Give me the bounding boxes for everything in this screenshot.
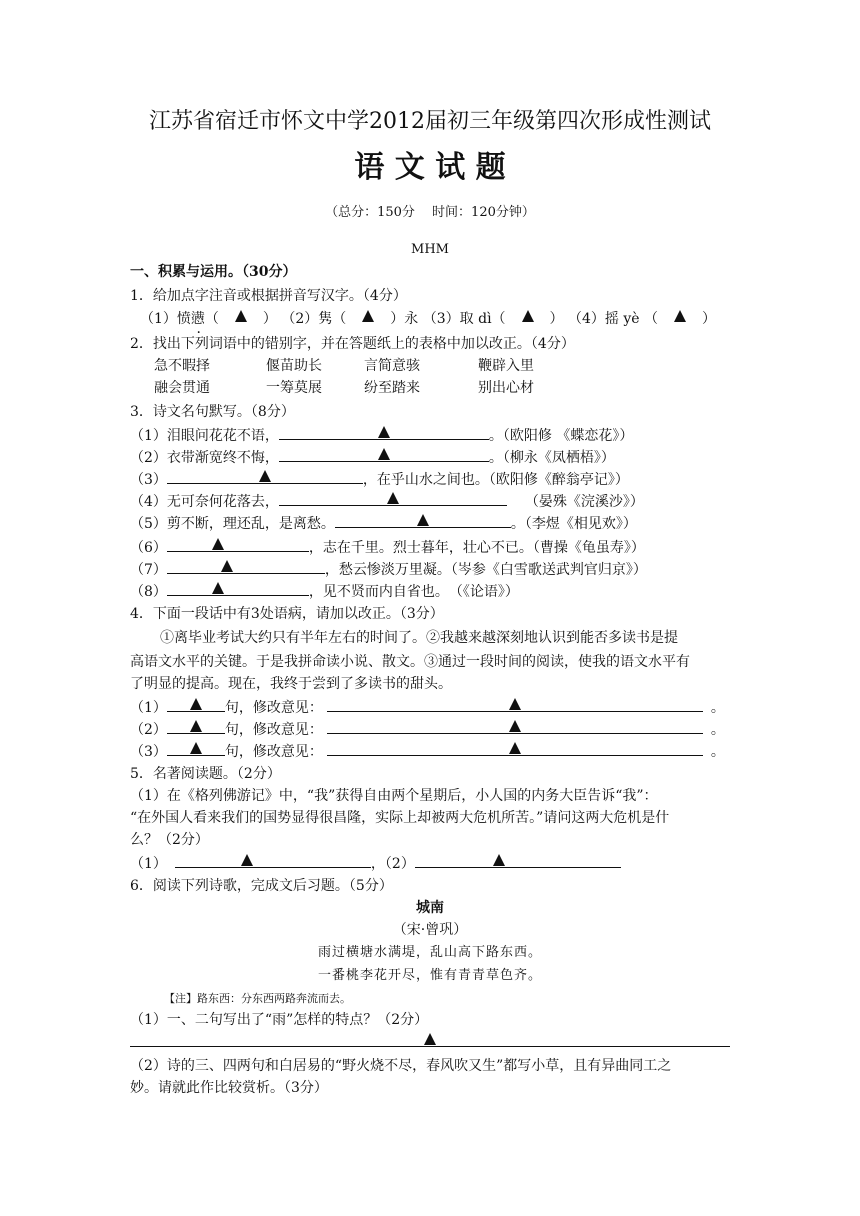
q4-answer-label: （1） — [130, 700, 167, 716]
q4-fix-blank-3[interactable] — [327, 740, 703, 756]
q5-answer-row — [130, 852, 621, 874]
q3-blank-2[interactable] — [279, 446, 489, 462]
q3-blank-6[interactable] — [167, 536, 309, 552]
q3-line-5 — [130, 512, 637, 534]
q3-blank-3[interactable] — [167, 468, 363, 484]
q4-fix-blank-1[interactable] — [327, 696, 703, 712]
triangle-marker-icon — [493, 854, 505, 866]
q1-paren: ） — [702, 311, 717, 327]
triangle-marker-icon — [509, 720, 521, 732]
q2-word: 纷至踏来 — [364, 380, 420, 396]
triangle-marker-icon — [378, 426, 390, 438]
q4-answer-mid: 句，修改意见： — [224, 700, 323, 716]
q4-answer-end: 。 — [710, 722, 725, 738]
poem-note: 【注】路东西：分东西两路奔流而去。 — [164, 992, 351, 1005]
q5-text-line-1: （1）在《格列佛游记》中，“我”获得自由两个星期后，小人国的内务大臣告诉“我”： — [130, 788, 658, 804]
q3-line-2 — [130, 446, 615, 468]
q4-paragraph-line-1: ①离毕业考试大约只有半年左右的时间了。②我越来越深刻地认识到能否多读书是提 — [160, 630, 678, 646]
q4-answer-3 — [130, 740, 725, 762]
question-1-items — [140, 308, 716, 329]
q6-subquestion-1: （1）一、二句写出了“雨”怎样的特点？（2分） — [130, 1012, 429, 1028]
q3-line-3 — [130, 468, 629, 490]
poem-line-2: 一番桃李花开尽，惟有青青草色齐。 — [317, 968, 542, 983]
triangle-marker-icon — [212, 538, 224, 550]
triangle-marker-icon — [424, 1033, 436, 1045]
q1-answer-blank-2[interactable] — [346, 308, 390, 323]
q4-answer-label: （3） — [130, 744, 167, 760]
q4-paragraph-line-3: 了明显的提高。现在，我终于尝到了多读书的甜头。 — [130, 676, 452, 692]
q2-word-row-1 — [154, 356, 534, 376]
q2-word: 鞭辟入里 — [478, 358, 534, 374]
q4-answer-end: 。 — [710, 744, 725, 760]
q3-blank-1[interactable] — [279, 424, 489, 440]
q6-answer-line[interactable] — [130, 1032, 730, 1047]
question-2-prompt: 2．找出下列词语中的错别字，并在答题纸上的表格中加以改正。（4分） — [130, 336, 575, 352]
triangle-marker-icon — [509, 742, 521, 754]
triangle-marker-icon — [190, 742, 202, 754]
triangle-marker-icon — [235, 310, 247, 322]
q1-paren: （ — [332, 311, 347, 327]
triangle-marker-icon — [362, 310, 374, 322]
question-4-prompt: 4．下面一段话中有3处语病，请加以改正。（3分） — [130, 606, 444, 622]
question-6-prompt: 6．阅读下列诗歌，完成文后习题。（5分） — [130, 878, 393, 894]
q5-blank-2[interactable] — [415, 852, 621, 868]
q3-text: （6） — [130, 540, 167, 556]
triangle-marker-icon — [387, 492, 399, 504]
q4-fix-blank-2[interactable] — [327, 718, 703, 734]
q1-paren: （ — [204, 311, 219, 327]
q3-source: ，见不贤而内自省也。 （《论语》） — [308, 584, 519, 600]
q1-paren: ） — [549, 311, 564, 327]
triangle-marker-icon — [378, 448, 390, 460]
triangle-marker-icon — [221, 560, 233, 572]
q4-answer-mid: 句，修改意见： — [224, 744, 323, 760]
q3-text: （3） — [130, 472, 167, 488]
triangle-marker-icon — [259, 470, 271, 482]
q2-word: 一筹莫展 — [266, 380, 322, 396]
q3-text: （8） — [130, 584, 167, 600]
q3-source: 。（李煜《相见欢》） — [510, 516, 637, 532]
q4-sentence-blank-2[interactable] — [167, 718, 225, 734]
q5-blank-1[interactable] — [175, 852, 371, 868]
q3-source: （晏殊《浣溪沙》） — [524, 494, 644, 510]
triangle-marker-icon — [190, 698, 202, 710]
q1-answer-blank-3[interactable] — [506, 308, 550, 323]
q6-subquestion-2-line-2: 妙。请就此作比较赏析。（3分） — [130, 1080, 328, 1096]
q4-sentence-blank-3[interactable] — [167, 740, 225, 756]
q1-answer-blank-4[interactable] — [658, 308, 702, 323]
q4-paragraph-line-2: 高语文水平的关键。于是我拼命读小说、散文。③通过一段时间的阅读，使我的语文水平有 — [130, 654, 690, 670]
q3-line-8 — [130, 580, 519, 602]
question-5-prompt: 5．名著阅读题。（2分） — [130, 766, 281, 782]
q3-text: （7） — [130, 562, 167, 578]
q1-item2-label: （2）隽 — [281, 311, 333, 327]
q3-source: ，在乎山水之间也。（欧阳修《醉翁亭记》） — [362, 472, 629, 488]
q5-text-line-3: 么？（2分） — [130, 832, 209, 848]
q4-answer-label: （2） — [130, 722, 167, 738]
triangle-marker-icon — [190, 720, 202, 732]
q3-line-7 — [130, 558, 647, 580]
q3-source: ，志在千里。烈士暮年，壮心不已。（曹操《龟虽寿》） — [308, 540, 645, 556]
triangle-marker-icon — [522, 310, 534, 322]
question-3-prompt: 3．诗文名句默写。（8分） — [130, 404, 295, 420]
q1-dotted-char: 懑 — [190, 311, 205, 327]
q5-answer-label: （1） — [130, 856, 167, 872]
triangle-marker-icon — [509, 698, 521, 710]
q3-text: （1）泪眼问花花不语， — [130, 428, 279, 444]
poem-author: （宋·曾巩） — [392, 922, 468, 938]
section-heading: 一、积累与运用。（30分） — [130, 264, 297, 280]
q3-blank-7[interactable] — [167, 558, 325, 574]
q3-blank-4[interactable] — [279, 490, 507, 506]
q5-answer-label: ，（2） — [370, 856, 415, 872]
q3-blank-8[interactable] — [167, 580, 309, 596]
q4-answer-mid: 句，修改意见： — [224, 722, 323, 738]
q3-source: ，愁云惨淡万里凝。（岑参《白雪歌送武判官归京》） — [324, 562, 647, 578]
q1-paren: ）永 — [390, 311, 419, 327]
q2-word: 急不暇择 — [154, 358, 210, 374]
q1-answer-blank-1[interactable] — [219, 308, 263, 323]
q2-word: 偃苗助长 — [266, 358, 322, 374]
triangle-marker-icon — [417, 514, 429, 526]
q3-line-1 — [130, 424, 633, 446]
q1-paren: ） — [262, 311, 277, 327]
q1-item1-label: （1）愤 — [140, 311, 191, 327]
q3-line-4 — [130, 490, 644, 512]
q1-item4-label: （4）摇 yè （ — [568, 311, 659, 327]
q2-word: 言简意骇 — [364, 358, 420, 374]
poem-line-1: 雨过横塘水满堤，乱山高下路东西。 — [317, 945, 542, 960]
triangle-marker-icon — [241, 854, 253, 866]
triangle-marker-icon — [674, 310, 686, 322]
q6-subquestion-2-line-1: （2）诗的三、四两句和白居易的“野火烧不尽，春风吹又生”都写小草，且有异曲同工之 — [130, 1058, 672, 1074]
q4-answer-end: 。 — [710, 700, 725, 716]
triangle-marker-icon — [212, 582, 224, 594]
q3-line-6 — [130, 536, 645, 558]
exam-school-line: 江苏省宿迁市怀文中学2012届初三年级第四次形成性测试 — [149, 109, 711, 134]
q3-source: 。（柳永《凤栖梧》） — [488, 450, 615, 466]
poem-title: 城南 — [416, 900, 444, 916]
exam-title: 语 文 试 题 — [354, 150, 506, 185]
exam-code: MHM — [411, 242, 449, 257]
exam-meta: （总分：150分 时间：120分钟） — [325, 205, 535, 220]
q2-word: 融会贯通 — [154, 380, 210, 396]
q2-word: 别出心材 — [478, 380, 534, 396]
q4-answer-1 — [130, 696, 725, 718]
q4-answer-2 — [130, 718, 725, 740]
question-1-prompt: 1．给加点字注音或根据拼音写汉字。（4分） — [130, 288, 407, 304]
q3-text: （2）衣带渐宽终不悔， — [130, 450, 279, 466]
q3-text: （4）无可奈何花落去， — [130, 494, 279, 510]
q5-text-line-2: “在外国人看来我们的国势显得很昌隆，实际上却被两大危机所苦。”请问这两大危机是什 — [130, 810, 670, 826]
q3-blank-5[interactable] — [335, 512, 511, 528]
q1-item3-label: （3）取 dì（ — [422, 311, 506, 327]
q3-source: 。（欧阳修 《蝶恋花》） — [488, 428, 634, 444]
q2-word-row-2 — [154, 378, 534, 398]
q3-text: （5）剪不断，理还乱，是离愁。 — [130, 516, 335, 532]
q4-sentence-blank-1[interactable] — [167, 696, 225, 712]
